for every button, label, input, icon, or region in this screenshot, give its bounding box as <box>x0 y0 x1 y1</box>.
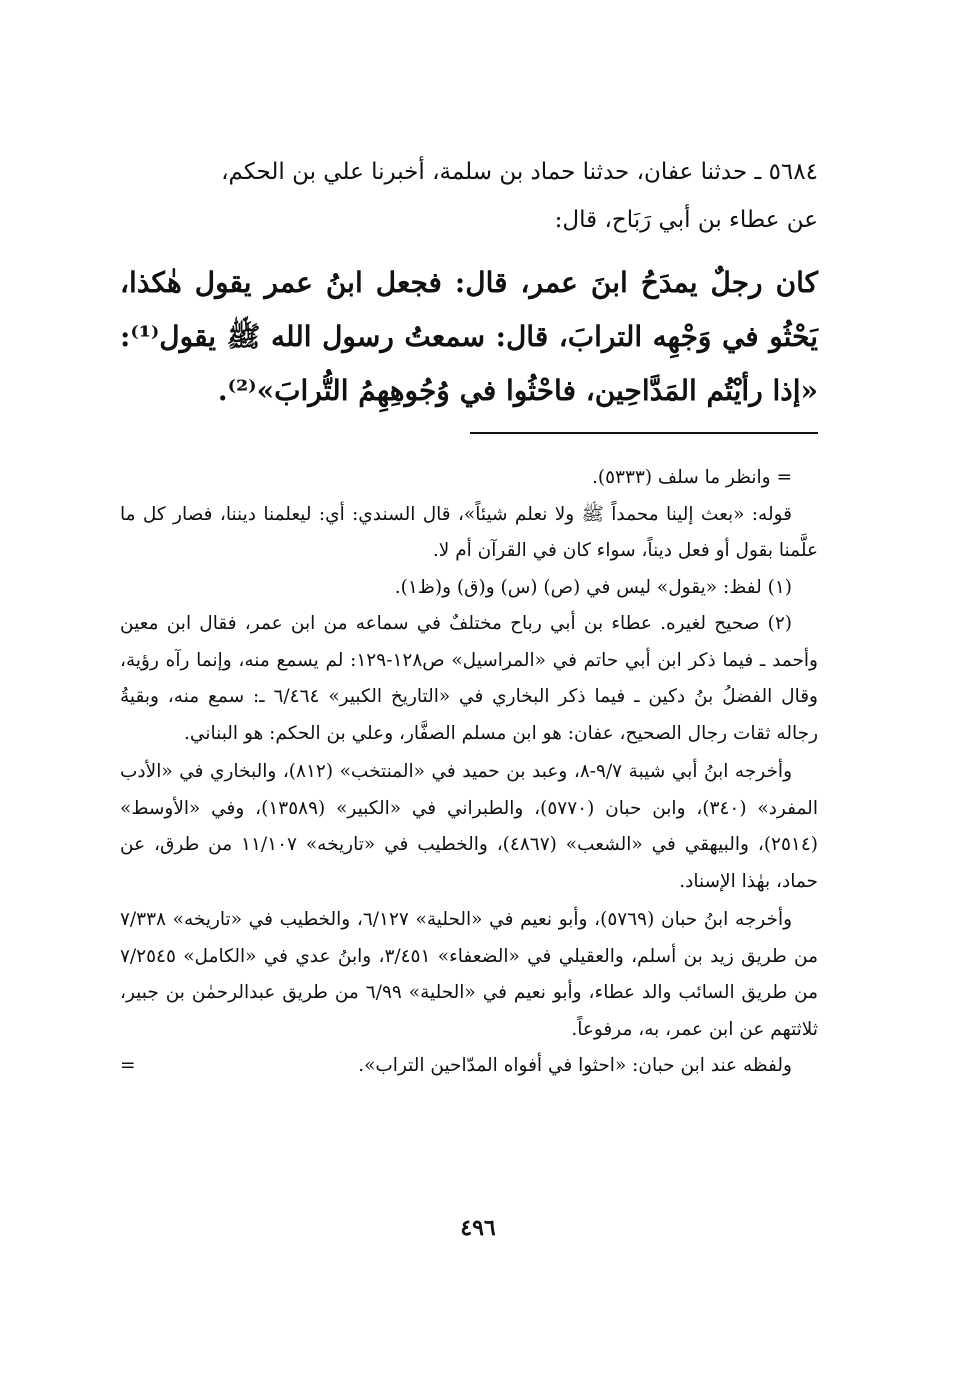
isnad-line-1: ٥٦٨٤ ـ حدثنا عفان، حدثنا حماد بن سلمة، أخبرنا علي بن الحكم، <box>221 159 818 185</box>
continues-next-page-mark: = <box>120 1055 136 1076</box>
takhrij-paragraph-1: وأخرجه ابنُ أبي شيبة ٩/٧-٨، وعبد بن حميد في «المنتخب» (٨١٢)، والبخاري في «الأدب المفرد» (٣٤٠)، وابن حبان (٥٧٧٠)، والطبراني في «الكبير» (١٣٥٨٩)، وفي «الأوسط» (٢٥١٤)، والبيهقي في «الشعب» (٤٨٦٧)، والخطيب في «تاريخه» ١١/١٠٧ من طرق، عن حماد، بهٰذا الإسناد. <box>120 761 819 892</box>
isnad-line-2: عن عطاء بن أبي رَبَاح، قال: <box>554 207 818 233</box>
previous-footnote-continuation: = وانظر ما سلف (٥٣٣٣). <box>591 467 792 488</box>
sindi-note: قوله: «بعث إلينا محمداً ﷺ ولا نعلم شيئاً»، قال السندي: أي: ليعلمنا ديننا، فصار كل ما علَّمنا بقول أو فعل ديناً، سواء كان في القرآن أم لا. <box>120 503 818 561</box>
footnotes <box>120 460 818 1085</box>
hadith-isnad <box>120 148 818 244</box>
hadith-matn: كان رجلٌ يمدَحُ ابنَ عمر، قال: فجعل ابنُ عمر يقول هٰكذا، يَحْثُو في وَجْهِه الترابَ، قال: سمعتُ رسول الله ﷺ يقول⁽¹⁾: «إذا رأيْتُم المَدَّاحِين، فاحْثُوا في وُجُوهِهِمُ التُّرابَ»⁽²⁾. <box>120 266 818 407</box>
lafzuhu-note: ولفظه عند ابن حبان: «احثوا في أفواه المدّاحين التراب». <box>358 1055 792 1076</box>
page-number: ٤٩٦ <box>460 1215 496 1241</box>
footnote-2: (٢) صحيح لغيره. عطاء بن أبي رباح مختلفٌ في سماعه من ابن عمر، فقال ابن معين وأحمد ـ فيما ذكر ابن أبي حاتم في «المراسيل» ص١٢٨-١٢٩: لم يسمع منه، وإنما رآه رؤية، وقال الفضلُ بنُ دكين ـ فيما ذكر البخاري في «التاريخ الكبير» ٦/٤٦٤ ـ: سمع منه، وبقيةُ رجاله ثقات رجال الصحيح، عفان: هو ابن مسلم الصفَّار، وعلي بن الحكم: هو البناني. <box>120 613 818 744</box>
takhrij-paragraph-2: وأخرجه ابنُ حبان (٥٧٦٩)، وأبو نعيم في «الحلية» ٦/١٢٧، والخطيب في «تاريخه» ٧/٣٣٨ من طريق زيد بن أسلم، والعقيلي في «الضعفاء» ٣/٤٥١، وابنُ عدي في «الكامل» ٧/٢٥٤٥ من طريق السائب والد عطاء، وأبو نعيم في «الحلية» ٦/٩٩ من طريق عبدالرحمٰن بن جبير، ثلاثتهم عن ابن عمر، به، مرفوعاً. <box>120 909 819 1040</box>
footnote-separator <box>470 432 818 434</box>
footnote-1: (١) لفظ: «يقول» ليس في (ص) (س) و(ق) و(ظ١). <box>394 576 792 598</box>
